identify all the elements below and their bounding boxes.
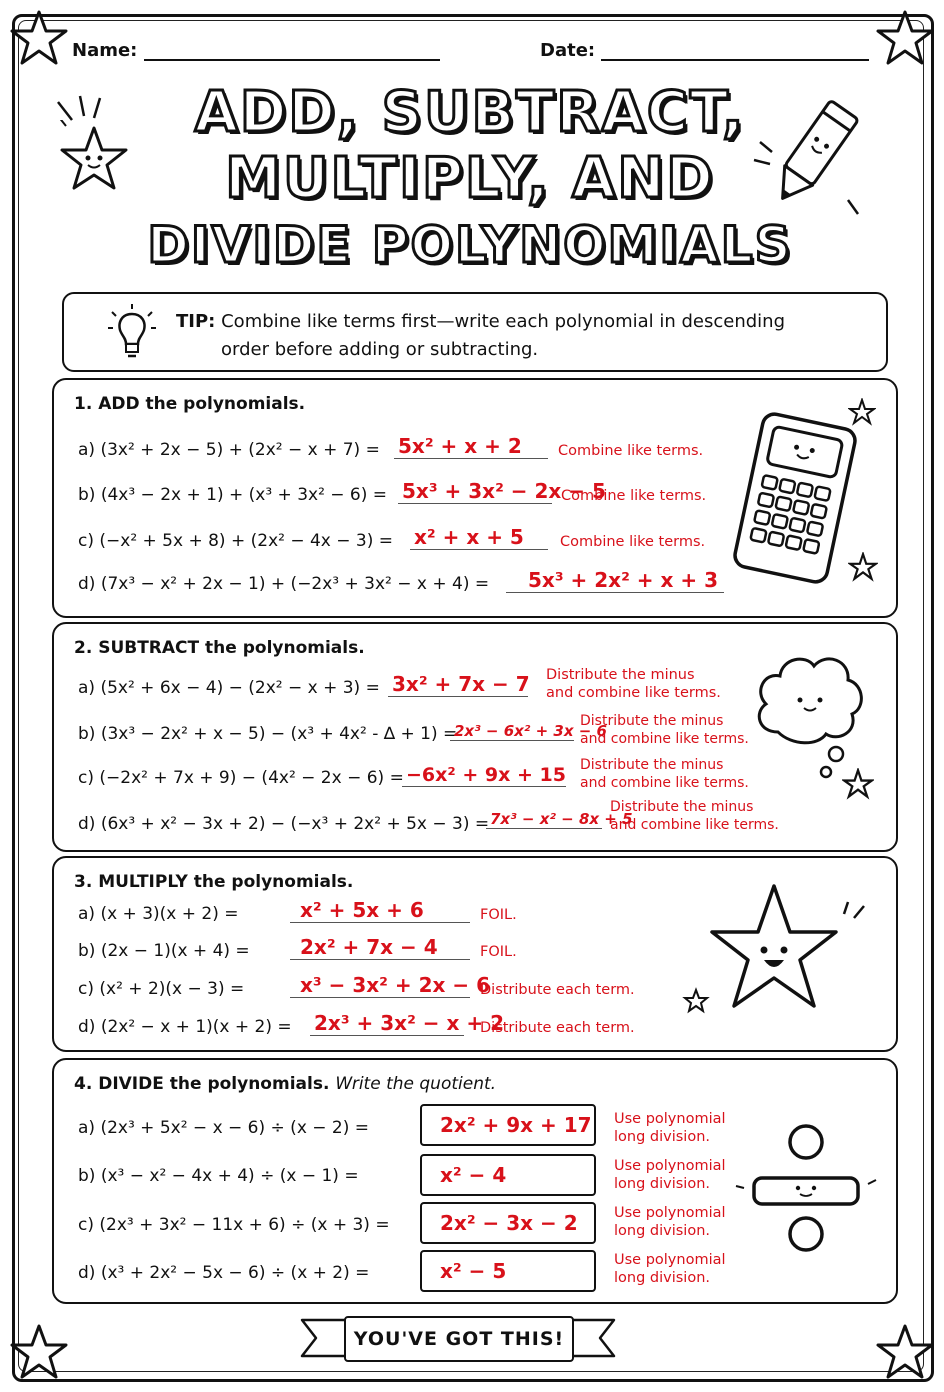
problem-3d: d) (2x² − x + 1)(x + 2) = — [78, 1017, 292, 1037]
star-icon — [52, 120, 142, 200]
answer-1a[interactable]: 5x² + x + 2 — [394, 434, 548, 459]
problem-3a: a) (x + 3)(x + 2) = — [78, 904, 239, 924]
answer-3d[interactable]: 2x³ + 3x² − x + 2 — [310, 1011, 464, 1036]
corner-star-icon — [8, 8, 70, 70]
problem-4d: d) (x³ + 2x² − 5x − 6) ÷ (x + 2) = — [78, 1263, 370, 1283]
answer-2a[interactable]: 3x² + 7x − 7 — [388, 672, 528, 697]
answer-4a[interactable]: 2x² + 9x + 17 — [420, 1104, 596, 1146]
answer-4c[interactable]: 2x² − 3x − 2 — [420, 1202, 596, 1244]
sparkle-lines-icon — [52, 92, 112, 132]
problem-2a: a) (5x² + 6x − 4) − (2x² − x + 3) = — [78, 678, 380, 698]
answer-1b[interactable]: 5x³ + 3x² − 2x − 5 — [398, 479, 552, 504]
sparkle-star-icon — [848, 398, 876, 426]
section-add — [52, 378, 898, 618]
calculator-icon — [730, 408, 860, 588]
note-2a: Distribute the minus and combine like terms. — [546, 667, 721, 701]
problem-2b: b) (3x³ − 2x² + x − 5) − (x³ + 4x² - ∆ + 1) = — [78, 724, 458, 744]
problem-1c: c) (−x² + 5x + 8) + (2x² − 4x − 3) = — [78, 531, 394, 551]
problem-1a: a) (3x² + 2x − 5) + (2x² − x + 7) = — [78, 440, 380, 460]
date-label: Date: — [540, 40, 596, 61]
note-2d: Distribute the minus and combine like terms. — [610, 799, 779, 833]
note-2b: Distribute the minus and combine like terms. — [580, 713, 749, 747]
division-sign-icon — [730, 1116, 880, 1266]
tip-line-1: Combine like terms first—write each polynomial in descending — [221, 311, 786, 332]
section-subtitle: Write the quotient. — [335, 1074, 497, 1094]
problem-2c: c) (−2x² + 7x + 9) − (4x² − 2x − 6) = — [78, 768, 404, 788]
answer-3b[interactable]: 2x² + 7x − 4 — [290, 935, 470, 960]
note-1b: Combine like terms. — [561, 488, 707, 504]
date-field[interactable] — [540, 40, 869, 61]
note-1a: Combine like terms. — [558, 443, 704, 459]
problem-3c: c) (x² + 2)(x − 3) = — [78, 979, 245, 999]
section-title — [74, 1074, 496, 1094]
date-line[interactable] — [601, 59, 869, 61]
answer-1d[interactable]: 5x³ + 2x² + x + 3 — [506, 568, 724, 593]
note-3d: Distribute each term. — [480, 1020, 635, 1036]
problem-3b: b) (2x − 1)(x + 4) = — [78, 941, 250, 961]
section-multiply — [52, 856, 898, 1052]
section-title-main: 4. DIVIDE the polynomials. — [74, 1074, 330, 1094]
worksheet-title — [110, 80, 830, 278]
answer-3a[interactable]: x² + 5x + 6 — [290, 898, 470, 923]
smiling-star-icon — [674, 878, 874, 1028]
problem-1d: d) (7x³ − x² + 2x − 1) + (−2x³ + 3x² − x + 4) = — [78, 574, 490, 594]
answer-1c[interactable]: x² + x + 5 — [410, 525, 548, 550]
answer-2c[interactable]: −6x² + 9x + 15 — [402, 764, 566, 787]
pencil-icon — [748, 90, 878, 220]
note-3a: FOIL. — [480, 907, 517, 923]
title-line-1: ADD, SUBTRACT, — [194, 80, 746, 145]
name-line[interactable] — [144, 59, 440, 61]
thought-cloud-icon — [748, 642, 872, 782]
tip-box — [62, 292, 888, 372]
answer-2d[interactable]: 7x³ − x² − 8x + 5 — [486, 810, 602, 829]
section-title: 3. MULTIPLY the polynomials. — [74, 872, 354, 892]
name-label: Name: — [72, 40, 138, 61]
answer-4b[interactable]: x² − 4 — [420, 1154, 596, 1196]
note-4b: Use polynomial long division. — [614, 1158, 726, 1192]
title-line-2: MULTIPLY, AND — [225, 146, 715, 211]
section-title: 2. SUBTRACT the polynomials. — [74, 638, 365, 658]
problem-2d: d) (6x³ + x² − 3x + 2) − (−x³ + 2x² + 5x − 3) = — [78, 814, 490, 834]
name-field[interactable] — [72, 40, 440, 61]
tip-line-2: order before adding or subtracting. — [221, 339, 539, 360]
corner-star-icon — [8, 1322, 70, 1384]
answer-4d[interactable]: x² − 5 — [420, 1250, 596, 1292]
problem-4a: a) (2x³ + 5x² − x − 6) ÷ (x − 2) = — [78, 1118, 370, 1138]
answer-3c[interactable]: x³ − 3x² + 2x − 6 — [290, 973, 470, 998]
corner-star-icon — [874, 1322, 936, 1384]
answer-2b[interactable]: 2x³ − 6x² + 3x − 6 — [450, 722, 574, 741]
corner-star-icon — [874, 8, 936, 70]
note-4d: Use polynomial long division. — [614, 1252, 726, 1286]
lightbulb-icon — [104, 302, 160, 362]
note-3b: FOIL. — [480, 944, 517, 960]
problem-4c: c) (2x³ + 3x² − 11x + 6) ÷ (x + 3) = — [78, 1215, 390, 1235]
section-subtract — [52, 622, 898, 852]
title-line-3: DIVIDE POLYNOMIALS — [147, 216, 793, 274]
section-divide — [52, 1058, 898, 1304]
note-2c: Distribute the minus and combine like terms. — [580, 757, 749, 791]
encouragement-banner: YOU'VE GOT THIS! — [344, 1316, 574, 1362]
note-3c: Distribute each term. — [480, 982, 635, 998]
sparkle-star-icon — [842, 768, 874, 800]
section-title: 1. ADD the polynomials. — [74, 394, 306, 414]
tip-text — [176, 308, 866, 364]
problem-4b: b) (x³ − x² − 4x + 4) ÷ (x − 1) = — [78, 1166, 359, 1186]
note-4c: Use polynomial long division. — [614, 1205, 726, 1239]
problem-1b: b) (4x³ − 2x + 1) + (x³ + 3x² − 6) = — [78, 485, 388, 505]
note-4a: Use polynomial long division. — [614, 1111, 726, 1145]
sparkle-star-icon — [848, 552, 878, 582]
tip-label: TIP: — [176, 311, 216, 332]
note-1c: Combine like terms. — [560, 534, 706, 550]
